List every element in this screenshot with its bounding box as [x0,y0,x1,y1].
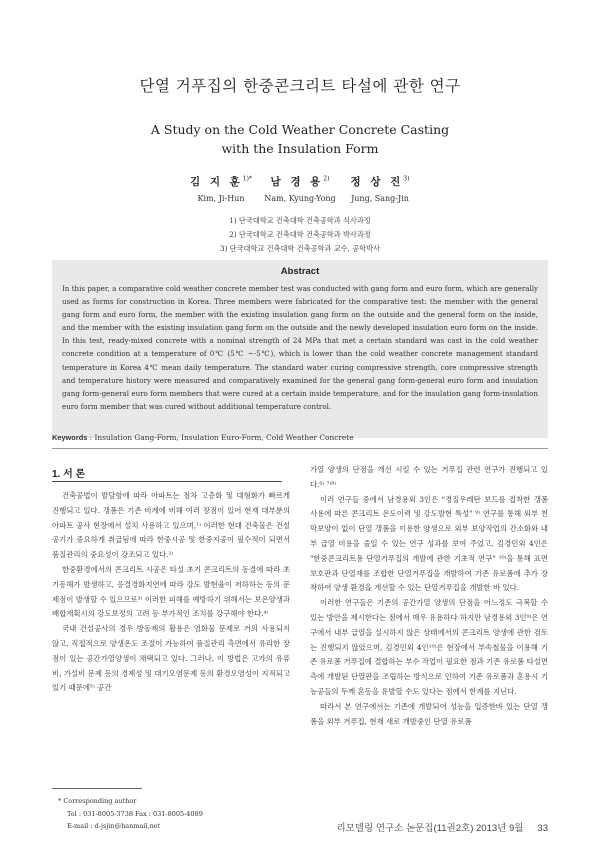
affiliation-3: 3) 단국대학교 건축대학 건축공학과 교수, 공학박사 [220,244,380,253]
abstract-title: Abstract [280,266,320,277]
paragraph: 가열 양생의 단점을 개선 시킬 수 있는 거푸집 관련 연구가 진행되고 있다.⁶⁾ ⁷⁾⁸⁾ [310,465,548,489]
author-name-en: Kim, Ji-Hun [197,194,245,203]
paragraph: 이러한 연구들은 기존의 공간가열 양생의 단점을 어느정도 극복할 수 있는 방안을 제시한다는 점에서 매우 유용하다 하지만 남경용외 3인⁹⁾은 연구에서 내부 급열을 실시하지 않은 상태에서의 콘크리트 양생에 관한 검토는 진행되지 않았으며, 김경민외 4인¹⁰⁾은 현장에서 부속철물을 이용해 기존 유로폼 거푸집에 결합하는 부수 작업이 필요한 점과 기존 유로폼 타설면 측에 개발된 단열판을 조립하는 방식으로 인하여 기존 유로폼과 혼용시 기능공들의 두께 혼동을 유발할 수도 있다는 점에서 한계를 지닌다. [310,598,548,696]
keywords-divider [52,448,548,449]
page-footer [336,820,548,834]
footnote-line: E-mail : d-jsjin@hanmail,net [67,822,161,831]
section-rule [52,481,282,482]
author-name-en: Jung, Sang-Jin [351,194,409,203]
paper-title-korean: 단열 거푸집의 한중콘크리트 타설에 관한 연구 [139,77,461,95]
paragraph: 국내 건설공사의 경우 방동제의 활용은 염화물 문제로 거의 사용되지 않고, 직접적으로 양생온도 조절이 가능하여 품질관리 측면에서 유리한 장점이 있는 공간가열양생이 채택되고 있다. 그러나, 이 방법은 고가의 유류비, 가설비 문제 등의 경제성 및 대기오염문제 등의 환경오염성이 지적되고 있기 때문에⁵⁾ 공간 [52,624,290,693]
paper-title-english [0,120,600,158]
paragraph: 따라서 본 연구에서는 기존에 개발되어 성능을 입증한바 있는 단열 갱폼을 외부 거푸집, 현재 새로 개발중인 단열 유로폼 [310,701,548,726]
paragraph: 한중환경에서의 콘크리트 시공은 타설 초기 콘크리트의 동결에 따라 초기동해가 발생하고, 응결경화지연에 따라 강도 발현율이 저하하는 등의 문제점이 발생할 수 있으므로³⁾ 이러한 피해를 예방하기 위해서는 보온양생과 배합계획시의 강도보정의 고려 등 부가적인 조치를 강구해야 한다.⁴⁾ [52,564,290,619]
title-en-line2: with the Insulation Form [221,141,379,156]
left-column [52,489,290,696]
affiliation-2: 2) 단국대학교 건축대학 건축공학과 박사과정 [229,230,371,239]
author-name-ko: 김 지 훈$^{1)*}$ [190,175,252,188]
author-name-ko: 남 경 용$^{2)}$ [270,175,330,188]
paragraph: 이러 연구들 중에서 남경용외 3인은 "경질우레탄 보드를 접착한 갱폼 사용에 따른 콘크리트 온도이력 및 강도발현 특성" ⁹⁾ 연구를 통해 외부 천막보양이 없이 단열 갱폼을 이용한 양생으로 외부 보양작업의 간소화와 내부 급열 비용을 줄일 수 있는 연구 성과를 보여 주었고, 김경민외 4인은 "한중콘크리트용 단열거푸집의 개발에 관한 기초적 연구" ¹⁰⁾을 통해 표면보호판과 단열재를 조합한 단열거푸집을 개발하여 기존 유로폼에 추가 장착하여 양생 환경을 개선할 수 있는 단열거푸집을 개발한 바 있다. [310,494,548,593]
footnote-line: Tel : 031-8005-3738 Fax : 031-8005-4089 [67,809,203,818]
page-number: 33 [537,823,548,834]
footnote-line: * Corresponding author [58,797,137,805]
keywords [52,433,354,442]
section-heading: 1. 서 론 [52,469,86,480]
footnote [58,795,203,833]
right-column [310,463,548,729]
affiliation-1: 1) 단국대학교 건축대학 건축공학과 석사과정 [229,216,371,225]
keywords-label: Keywords [52,433,88,442]
journal-name: 리모델링 연구소 논문집(11권2호) 2013년 9월 [336,823,524,834]
author-name-ko: 정 상 진$^{3)}$ [350,175,410,188]
footnote-rule [52,788,142,789]
abstract-text: In this paper, a comparative cold weather concrete member test was conducted with gang form and euro form, which are generally used as forms for construction in Korea. Three members were fabricated for the comparative test: the member with the general gang form and euro form, the member with the existing insulation gang form on the outside and the general form on the inside, and the member with the existing insulation gang form on the outside and the newly developed insulation euro form on the inside. In this test, ready-mixed concrete with a nominal strength of 24 MPa that met a certain standard was cast in the cold weather concrete condition at a temperature of 0℃ (5℃ ~-5℃), which is lower than the cold weather concrete management standard temperature in Korea 4℃ mean daily temperature. The standard water curing compressive strength, core compressive strength and temperature history were measured and comparatively examined for the general gang form-general euro form and insulation gang form-general euro form members that were cured at a certain inside temperature, and for the insulation gang form-insulation euro form member that was cured without additional temperature control. [62,284,538,411]
author-3 [310,174,450,203]
affiliations [0,214,600,256]
title-en-line1: A Study on the Cold Weather Concrete Casting [150,122,450,137]
author-name-en: Nam, Kyung-Yong [264,194,336,203]
paragraph: 건축공법이 발달함에 따라 아파트는 점차 고층화 및 대형화가 빠르게 진행되고 있다. 갱폼은 기존 비계에 비해 여러 장점이 있어 현재 대부분의 아파트 공사 현장에서 설치 사용하고 있으며,¹⁾ 이러한 현대 건축물은 건설공기가 중요하게 취급됨에 따라 한중시공 및 한중지공이 필수적이 되면서 품질관리의 중요성이 강조되고 있다.²⁾ [52,491,290,560]
keywords-text: : Insulation Gang-Form, Insulation Euro-Form, Cold Weather Concrete [87,433,354,442]
